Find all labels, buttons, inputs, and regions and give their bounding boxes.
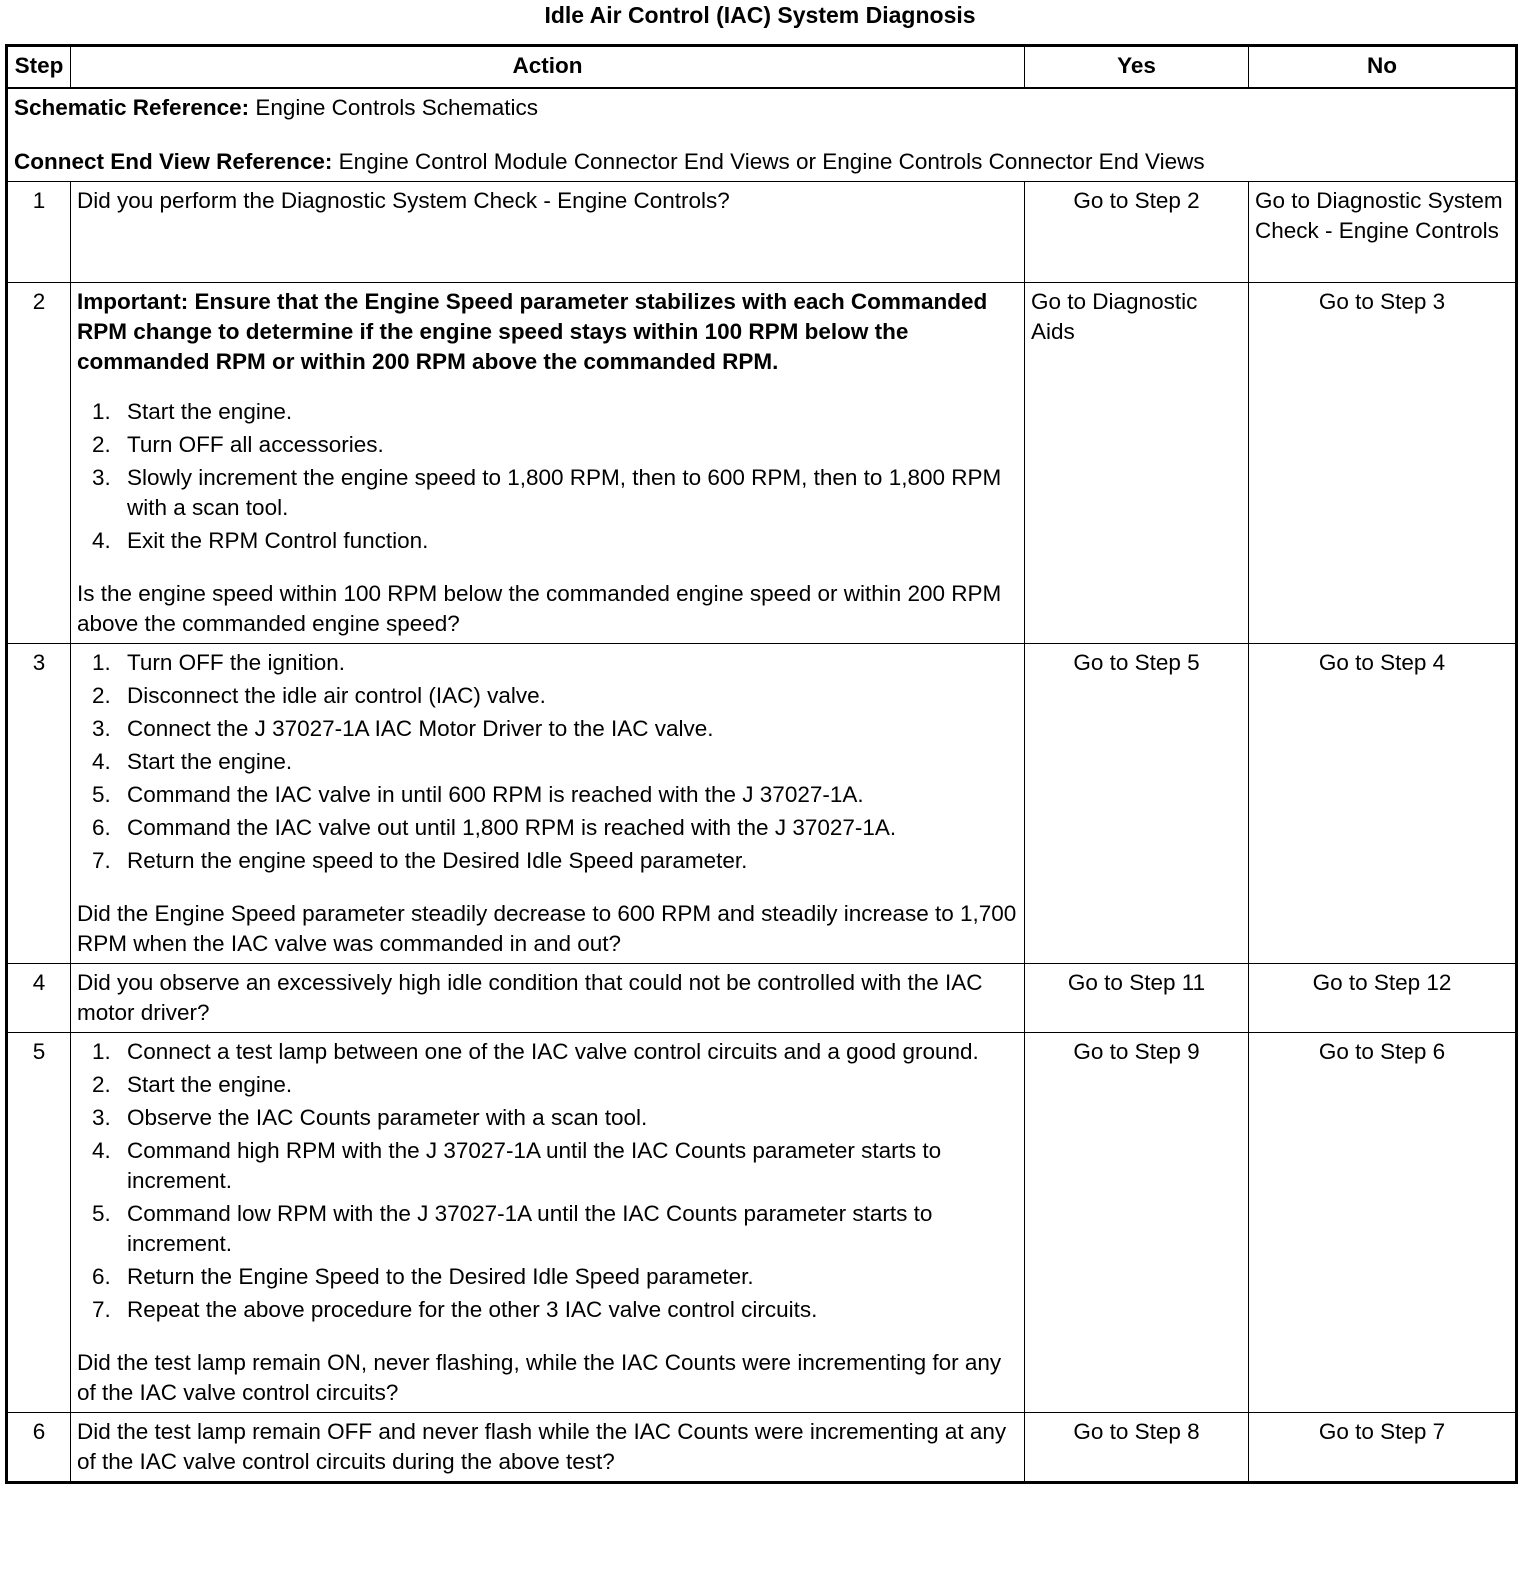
- list-item: 1. Connect a test lamp between one of the IAC valve control circuits and a good ground.: [92, 1039, 979, 1064]
- list-item: 7. Repeat the above procedure for the other 3 IAC valve control circuits.: [92, 1297, 818, 1322]
- action-question: Is the engine speed within 100 RPM below the commanded engine speed or within 200 RPM above the commanded engine speed?: [77, 581, 1002, 636]
- step-number: 5: [7, 1033, 71, 1413]
- table-row: [7, 1033, 1517, 1413]
- action-question: Did the Engine Speed parameter steadily decrease to 600 RPM and steadily increase to 1,700 RPM when the IAC valve was commanded in and out?: [77, 901, 1017, 956]
- connector-reference: [14, 147, 1509, 177]
- list-item: 5. Command the IAC valve in until 600 RPM is reached with the J 37027-1A.: [92, 782, 864, 807]
- action-question: Did you perform the Diagnostic System Check - Engine Controls?: [77, 188, 730, 213]
- schematic-reference-value: Engine Controls Schematics: [249, 95, 538, 120]
- list-item: 1. Start the engine.: [92, 399, 293, 424]
- list-item: 4. Command high RPM with the J 37027-1A until the IAC Counts parameter starts to increment.: [92, 1138, 942, 1193]
- table-row: [7, 182, 1517, 283]
- action-cell: [71, 964, 1025, 1033]
- step-number: 2: [7, 283, 71, 644]
- important-text: Ensure that the Engine Speed parameter stabilizes with each Commanded RPM change to determine if the engine speed stays within 100 RPM below the commanded RPM or within 200 RPM above the commanded RPM.: [77, 289, 988, 374]
- column-header-action: Action: [71, 46, 1025, 89]
- column-header-step: Step: [7, 46, 71, 89]
- list-item: 2. Turn OFF all accessories.: [92, 432, 384, 457]
- procedure-list: [77, 397, 1018, 556]
- reference-row: [7, 88, 1517, 182]
- important-note: [77, 287, 1018, 377]
- no-cell: Go to Step 7: [1249, 1413, 1517, 1483]
- reference-cell: [7, 88, 1517, 182]
- list-item: 7. Return the engine speed to the Desired Idle Speed parameter.: [92, 848, 748, 873]
- yes-cell: Go to Step 9: [1025, 1033, 1249, 1413]
- page-title: Idle Air Control (IAC) System Diagnosis: [544, 2, 976, 28]
- step-number: 3: [7, 644, 71, 964]
- list-item: 3. Slowly increment the engine speed to 1,800 RPM, then to 600 RPM, then to 1,800 RPM with a scan tool.: [92, 465, 1002, 520]
- no-cell: Go to Step 3: [1249, 283, 1517, 644]
- procedure-list: [77, 1037, 1018, 1325]
- yes-cell: Go to Step 11: [1025, 964, 1249, 1033]
- connector-reference-label: Connect End View Reference:: [14, 149, 333, 174]
- action-cell: [71, 283, 1025, 644]
- schematic-reference: [14, 93, 1509, 123]
- table-row: [7, 964, 1517, 1033]
- yes-cell: Go to Step 5: [1025, 644, 1249, 964]
- list-item: 1. Turn OFF the ignition.: [92, 650, 346, 675]
- action-question: Did the test lamp remain OFF and never flash while the IAC Counts were incrementing at any of the IAC valve control circuits during the above test?: [77, 1419, 1007, 1474]
- action-question: Did you observe an excessively high idle condition that could not be controlled with the IAC motor driver?: [77, 970, 983, 1025]
- list-item: 6. Command the IAC valve out until 1,800 RPM is reached with the J 37027-1A.: [92, 815, 897, 840]
- action-cell: [71, 1413, 1025, 1483]
- important-label: Important:: [77, 289, 189, 314]
- list-item: 6. Return the Engine Speed to the Desired Idle Speed parameter.: [92, 1264, 754, 1289]
- procedure-list: [77, 648, 1018, 876]
- header-row: [7, 46, 1517, 89]
- diagnosis-table: [5, 44, 1518, 1484]
- table-row: [7, 644, 1517, 964]
- yes-cell: Go to Step 8: [1025, 1413, 1249, 1483]
- step-number: 1: [7, 182, 71, 283]
- no-cell: Go to Diagnostic System Check - Engine Controls: [1249, 182, 1517, 283]
- step-number: 6: [7, 1413, 71, 1483]
- action-cell: [71, 182, 1025, 283]
- table-row: [7, 1413, 1517, 1483]
- list-item: 3. Observe the IAC Counts parameter with a scan tool.: [92, 1105, 648, 1130]
- action-question: Did the test lamp remain ON, never flashing, while the IAC Counts were incrementing for any of the IAC valve control circuits?: [77, 1350, 1002, 1405]
- table-row: [7, 283, 1517, 644]
- no-cell: Go to Step 12: [1249, 964, 1517, 1033]
- column-header-no: No: [1249, 46, 1517, 89]
- yes-cell: Go to Diagnostic Aids: [1025, 283, 1249, 644]
- list-item: 4. Start the engine.: [92, 749, 293, 774]
- list-item: 4. Exit the RPM Control function.: [92, 528, 429, 553]
- list-item: 2. Disconnect the idle air control (IAC) valve.: [92, 683, 546, 708]
- schematic-reference-label: Schematic Reference:: [14, 95, 250, 120]
- column-header-yes: Yes: [1025, 46, 1249, 89]
- action-cell: [71, 1033, 1025, 1413]
- list-item: 5. Command low RPM with the J 37027-1A until the IAC Counts parameter starts to increment.: [92, 1201, 933, 1256]
- no-cell: Go to Step 6: [1249, 1033, 1517, 1413]
- yes-cell: Go to Step 2: [1025, 182, 1249, 283]
- step-number: 4: [7, 964, 71, 1033]
- action-cell: [71, 644, 1025, 964]
- connector-reference-value: Engine Control Module Connector End Views or Engine Controls Connector End Views: [332, 149, 1205, 174]
- list-item: 2. Start the engine.: [92, 1072, 293, 1097]
- no-cell: Go to Step 4: [1249, 644, 1517, 964]
- list-item: 3. Connect the J 37027-1A IAC Motor Driver to the IAC valve.: [92, 716, 714, 741]
